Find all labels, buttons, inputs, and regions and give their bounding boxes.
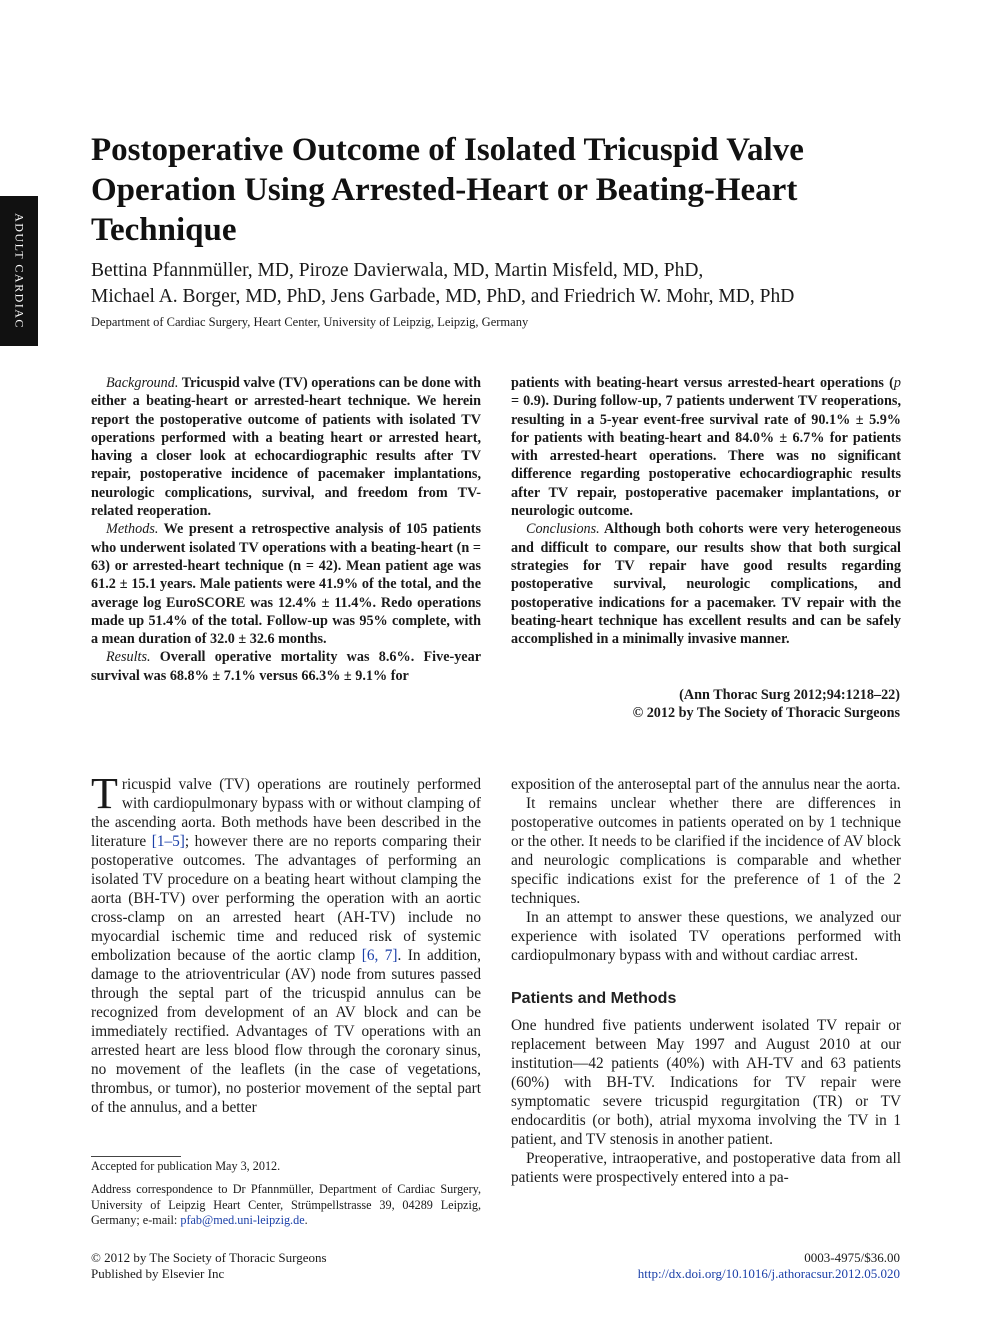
author-list <box>91 258 921 310</box>
affiliation: Department of Cardiac Surgery, Heart Center, University of Leipzig, Leipzig, Germany <box>91 315 529 329</box>
body-paragraph-4: One hundred five patients underwent isolated TV repair or replacement between May 1997 and August 2010 at our institution—42 patients (40%) with AH-TV and 63 patients (60%) with BH-TV. Indications for TV repair were symptomatic severe tricuspid regurgitation (TR) or TV endocarditis (or both), atrial myxoma involving the TV in 1 patient, and TV stenosis in another patient. <box>511 1017 901 1148</box>
abstract-right-column <box>511 374 901 648</box>
intro-text-2: ; however there are no reports comparing their postoperative outcomes. The advantages of performing an isolated TV procedure on a beating heart without clamping the aorta (BH-TV) over performing the operation with an aortic cross-clamp on an arrested heart (AH-TV) include no myocardial ischemic time and reduced risk of systemic embolization because of the aortic clamp <box>91 833 482 964</box>
abstract-left-column <box>91 374 481 685</box>
side-tab-label: ADULT CARDIAC <box>12 213 27 329</box>
correspondence-note <box>91 1182 481 1229</box>
footer-right <box>600 1250 900 1282</box>
abstract-background <box>91 374 481 520</box>
footer-publisher: Published by Elsevier Inc <box>91 1266 225 1281</box>
body-paragraph-3: In an attempt to answer these questions, we analyzed our experience with isolated TV operations performed with cardiopulmonary bypass with and without cardiac arrest. <box>511 909 901 964</box>
citation-copyright: © 2012 by The Society of Thoracic Surgeons <box>632 705 900 722</box>
background-text: Tricuspid valve (TV) operations can be done with either a beating-heart or arrested-heart technique. We herein report the postoperative outcome of patients with isolated TV operations performed with a beating heart or arrested heart, having a closer look at echocardiographic results after TV repair, postoperative incidence of pacemaker implantations, neurologic complications, survival, and freedom from TV-related reoperation. <box>91 375 481 520</box>
abstract-methods <box>91 520 481 648</box>
section-heading: Patients and Methods <box>511 990 677 1007</box>
reference-link-6-7[interactable]: [6, 7] <box>361 947 398 964</box>
body-right-column <box>511 775 901 1187</box>
correspondence-address: Address correspondence to Dr Pfannmüller, Department of Cardiac Surgery, University of Leipzig Heart Center, Strümpellstrasse 39, 04289 Leipzig, Germany; e-mail: <box>91 1182 481 1227</box>
results-continued-text-1: patients with beating-heart versus arrested-heart operations ( <box>511 375 894 391</box>
footer-copyright: © 2012 by The Society of Thoracic Surgeons <box>91 1250 327 1265</box>
footer-left <box>91 1250 327 1282</box>
body-left-column <box>91 769 482 1117</box>
authors-line-2: Michael A. Borger, MD, PhD, Jens Garbade, MD, PhD, and Friedrich W. Mohr, MD, PhD <box>91 286 795 307</box>
footnote-divider <box>91 1156 181 1157</box>
reference-link-1-5[interactable]: [1–5] <box>151 833 185 850</box>
journal-citation <box>560 686 900 723</box>
abstract-conclusions <box>511 520 901 648</box>
results-label: Results. <box>106 649 151 666</box>
intro-text-3: . In addition, damage to the atrioventricular (AV) node from sutures passed through the septal part of the tricuspid annulus can be recognized from development of an AV block and can be immediately rectified. Advantages of TV operations with an arrested heart are less blood flow through the coronary sinus, no movement of the leaflets (in the case of vegetations, thrombus, or tumor), no posterior movement of the septal part of the annulus, and a better <box>91 947 481 1116</box>
citation-reference: (Ann Thorac Surg 2012;94:1218–22) <box>679 687 900 703</box>
section-side-tab <box>0 196 38 346</box>
correspondence-end: . <box>304 1213 308 1227</box>
abstract-results-continued <box>511 374 901 520</box>
doi-link[interactable]: http://dx.doi.org/10.1016/j.athoracsur.2012.05.020 <box>637 1266 900 1281</box>
accepted-note: Accepted for publication May 3, 2012. <box>91 1159 281 1173</box>
p-value-symbol: p <box>893 375 901 391</box>
abstract-results <box>91 648 481 685</box>
background-label: Background. <box>106 375 179 391</box>
body-paragraph-1: exposition of the anteroseptal part of the annulus near the aorta. <box>511 776 901 793</box>
conclusions-text: Although both cohorts were very heterogeneous and difficult to compare, our results show that both surgical strategies for TV repair have good results regarding postoperative survival, neurologic complications, and postoperative indications for a pacemaker. TV repair with the beating-heart technique has excellent results and can be safely accomplished in a minimally invasive manner. <box>511 521 901 648</box>
intro-text-1: ricuspid valve (TV) operations are routinely performed with cardiopulmonary bypass with or without clamping of the ascending aorta. Both methods have been described in the literature <box>91 776 481 850</box>
body-paragraph-5: Preoperative, intraoperative, and postoperative data from all patients were prospectively entered into a pa- <box>511 1150 901 1186</box>
email-link[interactable]: pfab@med.uni-leipzig.de <box>180 1213 305 1227</box>
methods-label: Methods. <box>106 521 159 538</box>
results-text: Overall operative mortality was 8.6%. Five-year survival was 68.8% ± 7.1% versus 66.3% ± 9.1% for <box>91 649 481 684</box>
methods-text: We present a retrospective analysis of 105 patients who underwent isolated TV operations with a beating-heart (n = 63) or arrested-heart technique (n = 42). Mean patient age was 61.2 ± 15.1 years. Male patients were 41.9% of the total, and the average log EuroSCORE was 12.4% ± 11.4%. Redo operations made up 51.4% of the total. Follow-up was 95% complete, with a mean duration of 32.0 ± 32.6 months. <box>91 521 481 648</box>
drop-cap: T <box>91 769 118 818</box>
results-continued-text-2: = 0.9). During follow-up, 7 patients underwent TV reoperations, resulting in a 5-year event-free survival rate of 90.1% ± 5.9% for patients with beating-heart and 84.0% ± 6.7% for patients with arrested-heart operations. There was no significant difference regarding postoperative echocardiographic results after TV repair, postoperative pacemaker implantations, or neurologic outcome. <box>511 393 901 520</box>
conclusions-label: Conclusions. <box>526 521 600 538</box>
authors-line-1: Bettina Pfannmüller, MD, Piroze Davierwala, MD, Martin Misfeld, MD, PhD, <box>91 260 704 281</box>
body-paragraph-2: It remains unclear whether there are differences in postoperative outcomes in patients operated on by 1 technique or the other. It needs to be clarified if the incidence of AV block and neurologic complications is comparable and whether specific indications exist for the preference of 1 of the 2 techniques. <box>511 795 901 907</box>
footer-issn: 0003-4975/$36.00 <box>804 1250 900 1265</box>
article-title: Postoperative Outcome of Isolated Tricuspid Valve Operation Using Arrested-Heart or Beating-Heart Technique <box>91 132 804 248</box>
intro-paragraph <box>91 769 482 1117</box>
